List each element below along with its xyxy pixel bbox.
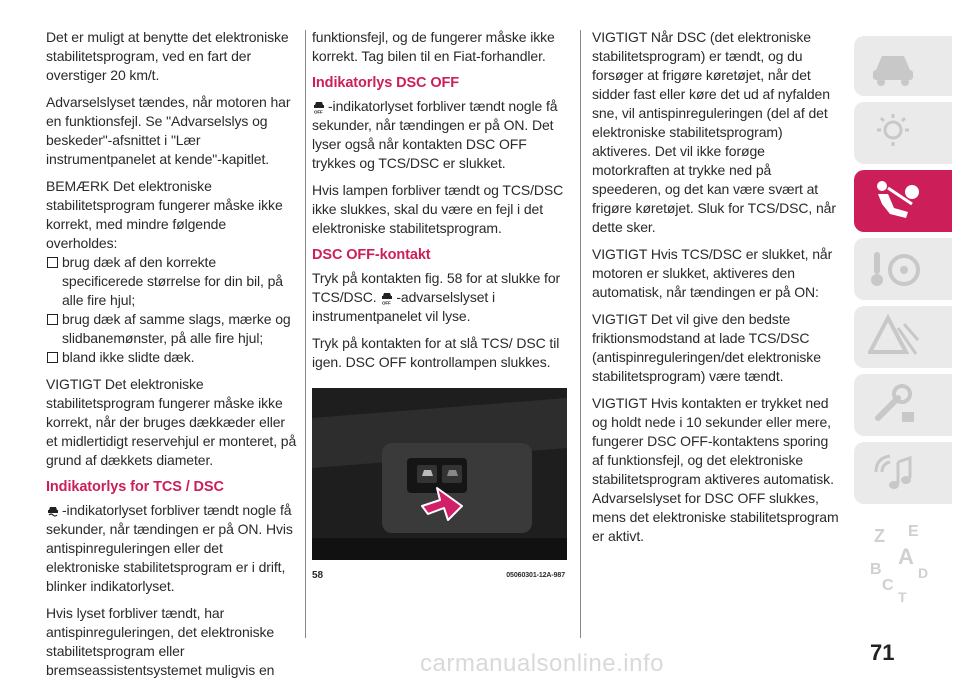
- section-heading: Indikatorlys DSC OFF: [312, 75, 460, 91]
- section-heading: DSC OFF-kontakt: [312, 247, 431, 263]
- tab-driving[interactable]: [854, 238, 952, 300]
- warning-triangle-icon: [868, 314, 922, 360]
- page-number: 71: [870, 640, 895, 665]
- svg-text:E: E: [908, 523, 919, 540]
- svg-text:OFF: OFF: [314, 109, 323, 114]
- svg-text:C: C: [882, 577, 894, 594]
- skid-car-off-icon: [312, 99, 326, 114]
- figure-number: 58: [312, 570, 323, 580]
- tab-index[interactable]: [854, 510, 952, 620]
- paragraph: funktionsfejl, og de fungerer måske ikke korrekt. Tag bilen til en Fiat-forhandler.: [312, 29, 555, 64]
- paragraph: Tryk på kontakten fig. 58 for at slukke for TCS/DSC. OFF -advarselslyset i instrumentpanelet vil lyse.: [312, 270, 561, 324]
- watermark: carmanualsonline.info: [420, 650, 664, 677]
- paragraph: VIGTIGT Det vil give den bedste friktionsmodstand at lade TCS/DSC (antispinreguleringen/det elektroniske stabilitetsprogram) være tændt.: [592, 311, 821, 384]
- paragraph: Hvis lampen forbliver tændt og TCS/DSC ikke slukkes, skal du være en fejl i det elektroniske stabilitetsprogram.: [312, 182, 564, 236]
- tab-maintenance[interactable]: [854, 374, 952, 436]
- column-divider: [580, 30, 581, 638]
- paragraph: Hvis lyset forbliver tændt, har antispinreguleringen, det elektroniske stabilitetsprogram eller bremseassistentsystemet muligvis en: [46, 605, 275, 678]
- column-3: [592, 28, 842, 554]
- column-divider: [305, 30, 306, 638]
- dashboard-lights-icon: [868, 110, 918, 156]
- paragraph: Tryk på kontakten for at slå TCS/ DSC til igen. DSC OFF kontrollampen slukkes.: [312, 335, 560, 370]
- index-letters-icon: [868, 518, 938, 614]
- checkbox-bullet-icon: [47, 257, 58, 268]
- paragraph: VIGTIGT Hvis TCS/DSC er slukket, når motoren er slukket, aktiveres den automatisk, når tændingen er på ON:: [592, 246, 833, 300]
- paragraph: VIGTIGT Når DSC (det elektroniske stabilitetsprogram) er tændt, og du forsøger at frigøre køretøjet, når det sidder fast eller køre det ud af nyfalden sne, vil antispinreguleringen (del af det elektroniske stabilitetsprogram) aktiveres. Det vil ikke forøge motorkraften at trykke ned på speederen, og det kan være svært at frigøre køretøjet. Sluk for TCS/DSC, når dette sker.: [592, 29, 836, 235]
- dsc-switch-photo: [312, 388, 567, 560]
- car-icon: [868, 44, 918, 88]
- skid-car-off-icon: [380, 290, 394, 305]
- skid-car-icon: [46, 503, 60, 518]
- checkbox-bullet-icon: [47, 352, 58, 363]
- paragraph: VIGTIGT Hvis kontakten er trykket ned og holdt nede i 10 sekunder eller mere, fungerer DSC OFF-kontaktens sporing af funktionsfejl, og det elektroniske stabilitetsprogram aktiveres automatisk. Advarselslyset for DSC OFF slukkes, mens det elektroniske stabilitetsprogram er aktivt.: [592, 395, 839, 544]
- bullet-item: bland ikke slidte dæk.: [46, 348, 298, 367]
- svg-text:Z: Z: [874, 526, 885, 546]
- bullet-item: brug dæk af den korrekte specificerede størrelse for din bil, på alle fire hjul;: [46, 253, 298, 310]
- column-1: [46, 28, 298, 688]
- figure-code: 05060301-12A-987: [506, 572, 565, 579]
- paragraph: Det er muligt at benytte det elektroniske stabilitetsprogram, ved en fart der overstiger 20 km/t.: [46, 29, 289, 83]
- svg-text:D: D: [918, 565, 929, 581]
- svg-text:OFF: OFF: [382, 300, 392, 305]
- safety-airbag-icon: [868, 178, 922, 224]
- figure-caption: [312, 560, 567, 580]
- svg-text:A: A: [898, 544, 914, 569]
- svg-text:B: B: [870, 561, 882, 578]
- svg-text:T: T: [898, 589, 907, 605]
- tab-dashboard[interactable]: [854, 102, 952, 164]
- tab-emergency[interactable]: [854, 306, 952, 368]
- paragraph: Advarselslyset tændes, når motoren har en funktionsfejl. Se "Advarselslys og beskeder"-afsnittet i "Lær instrumentpanelet at kende"-kapitlet.: [46, 94, 291, 167]
- figure-dsc-switch: [312, 388, 567, 580]
- bullet-item: brug dæk af samme slags, mærke og slidbanemønster, på alle fire hjul;: [46, 310, 298, 348]
- tab-car[interactable]: [854, 36, 952, 96]
- key-steering-icon: [868, 246, 922, 292]
- tab-multimedia[interactable]: [854, 442, 952, 504]
- paragraph: VIGTIGT Det elektroniske stabilitetsprogram fungerer måske ikke korrekt, når der bruges dækkæder eller et midlertidigt reservehjul er monteret, på grund af dækkets diameter.: [46, 376, 297, 468]
- paragraph: BEMÆRK Det elektroniske stabilitetsprogram fungerer måske ikke korrekt, med mindre følgende overholdes:: [46, 178, 283, 251]
- wrench-icon: [868, 382, 922, 428]
- checkbox-bullet-icon: [47, 314, 58, 325]
- paragraph: OFF -indikatorlyset forbliver tændt nogle få sekunder, når tændingen er på ON. Det lyser også når kontakten DSC OFF trykkes og TCS/DSC er slukket.: [312, 98, 558, 171]
- tab-safety[interactable]: [854, 170, 952, 232]
- column-2: [312, 28, 572, 580]
- section-heading: Indikatorlys for TCS / DSC: [46, 479, 224, 495]
- multimedia-icon: [868, 450, 922, 496]
- paragraph: -indikatorlyset forbliver tændt nogle få sekunder, når tændingen er på ON. Hvis antispinreguleringen eller det elektroniske stabilitetsprogram er i drift, blinker indikatorlyset.: [46, 502, 293, 594]
